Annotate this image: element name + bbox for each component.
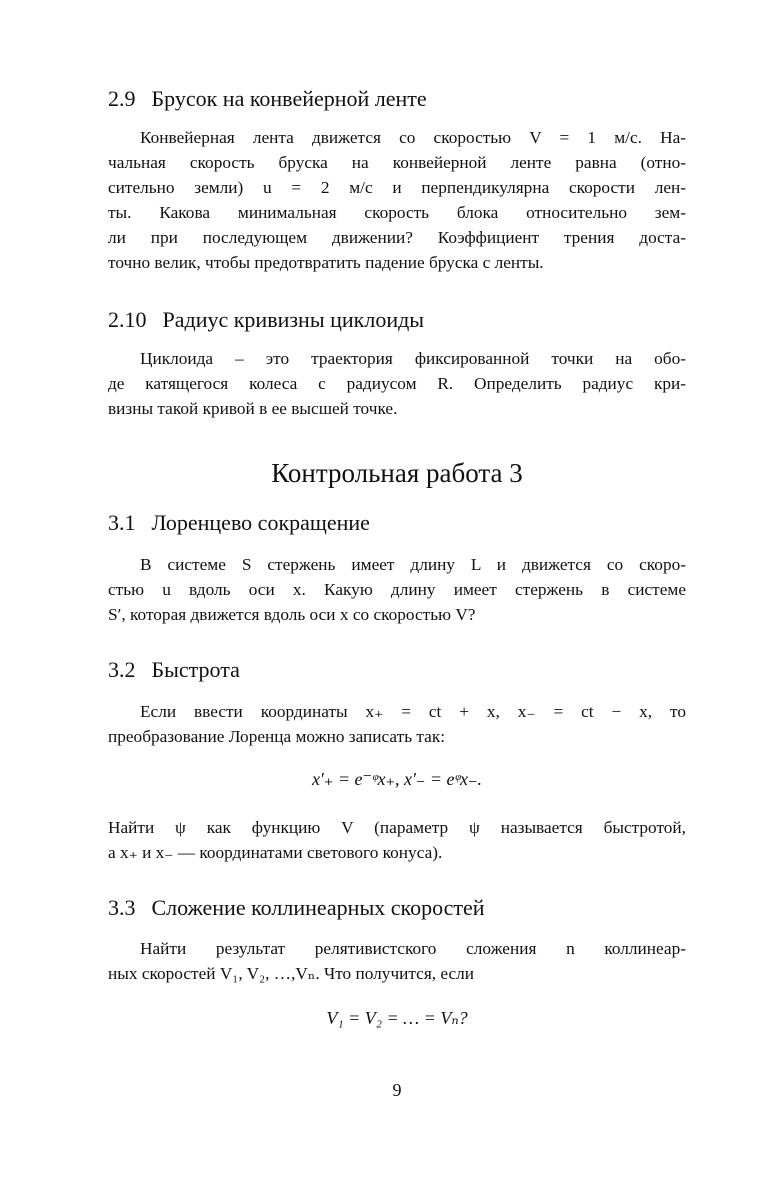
section-number: 2.10 [108, 307, 147, 332]
section-number: 3.1 [108, 510, 136, 535]
text-line: де катящегося колеса с радиусом R. Определить радиус кри- [108, 374, 686, 393]
text-line: визны такой кривой в ее высшей точке. [108, 399, 398, 418]
section-title: Быстрота [151, 657, 240, 682]
text-line: Циклоида – это траектория фиксированной точки на обо- [140, 349, 686, 368]
section-heading [108, 510, 370, 536]
paragraph [108, 699, 686, 749]
page-number: 9 [392, 1080, 402, 1100]
section-number: 2.9 [108, 86, 136, 111]
section-heading [108, 895, 485, 921]
paragraph [108, 936, 686, 986]
section-title: Брусок на конвейерной ленте [151, 86, 427, 111]
text-line: чальная скорость бруска на конвейерной ленте равна (отно- [108, 153, 686, 172]
text-line: ли при последующем движении? Коэффициент трения доста- [108, 228, 686, 247]
text-line: Найти ψ как функцию V (параметр ψ называется быстротой, [108, 818, 686, 837]
paragraph [108, 346, 686, 421]
chapter-title: Контрольная работа 3 [271, 458, 523, 488]
text-line: а x₊ и x₋ — координатами светового конуса). [108, 843, 443, 862]
text-line: ных скоростей V₁, V₂, …,Vₙ. Что получится, если [108, 964, 475, 983]
text-line: ты. Какова минимальная скорость блока относительно зем- [108, 203, 686, 222]
book-page [108, 0, 686, 1182]
text-line: сительно земли) u = 2 м/с и перпендикулярна скорости лен- [108, 178, 686, 197]
section-heading [108, 307, 424, 333]
section-number: 3.3 [108, 895, 136, 920]
section-heading [108, 86, 427, 112]
text-line: Если ввести координаты x₊ = ct + x, x₋ = ct − x, то [140, 702, 686, 721]
paragraph [108, 125, 686, 275]
display-formula: V₁ = V₂ = … = Vₙ? [326, 1008, 468, 1028]
text-line: преобразование Лоренца можно записать так: [108, 727, 446, 746]
section-title: Сложение коллинеарных скоростей [151, 895, 485, 920]
text-line: В системе S стержень имеет длину L и движется со скоро- [140, 555, 686, 574]
text-line: S′, которая движется вдоль оси x со скоростью V? [108, 605, 476, 624]
text-line: Конвейерная лента движется со скоростью V = 1 м/с. На- [140, 128, 686, 147]
paragraph [108, 815, 686, 865]
section-number: 3.2 [108, 657, 136, 682]
text-line: стью u вдоль оси x. Какую длину имеет стержень в системе [108, 580, 686, 599]
display-formula: x′₊ = e⁻ᵠx₊, x′₋ = eᵠx₋. [311, 769, 483, 789]
section-title: Лоренцево сокращение [151, 510, 370, 535]
text-line: Найти результат релятивистского сложения n коллинеар- [140, 939, 686, 958]
section-heading [108, 657, 240, 683]
section-title: Радиус кривизны циклоиды [162, 307, 425, 332]
text-line: точно велик, чтобы предотвратить падение бруска с ленты. [108, 253, 544, 272]
paragraph [108, 552, 686, 627]
